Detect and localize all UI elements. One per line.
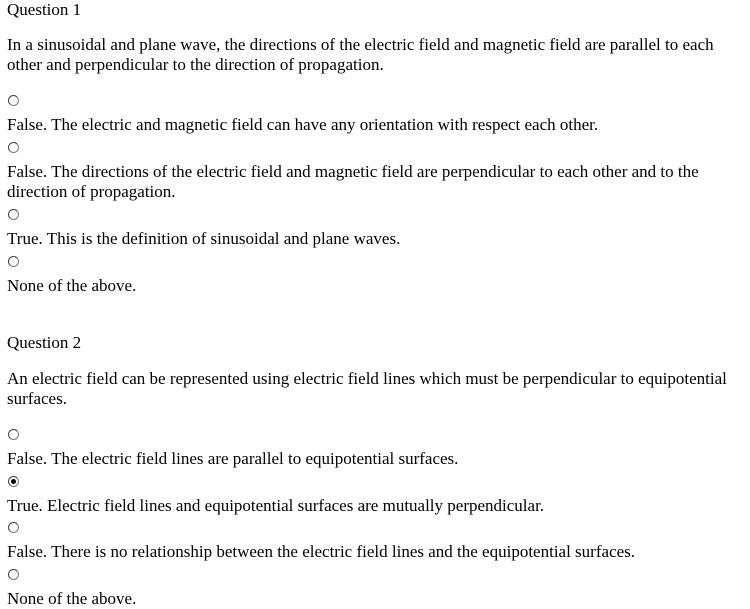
question-title: Question 1	[7, 0, 82, 19]
answer-label[interactable]: False. The electric and magnetic field can have any orientation with respect each other.	[7, 115, 599, 134]
radio-button[interactable]	[8, 95, 19, 106]
answer-label[interactable]: True. Electric field lines and equipotential surfaces are mutually perpendicular.	[7, 496, 545, 515]
radio-button[interactable]	[8, 142, 19, 153]
radio-button[interactable]	[8, 209, 19, 220]
answer-label[interactable]: False. The electric field lines are parallel to equipotential surfaces.	[7, 449, 459, 468]
radio-button[interactable]	[8, 256, 19, 267]
question-title: Question 2	[7, 333, 82, 352]
question-text: In a sinusoidal and plane wave, the directions of the electric field and magnetic field are parallel to each other and perpendicular to the direction of propagation.	[7, 35, 714, 74]
question-text: An electric field can be represented using electric field lines which must be perpendicular to equipotential surfaces.	[7, 369, 727, 408]
answer-label[interactable]: None of the above.	[7, 276, 137, 295]
radio-button[interactable]	[8, 569, 19, 580]
radio-button[interactable]	[8, 476, 19, 487]
radio-button[interactable]	[8, 522, 19, 533]
answer-label[interactable]: None of the above.	[7, 589, 137, 608]
radio-button[interactable]	[8, 429, 19, 440]
answer-label[interactable]: False. There is no relationship between the electric field lines and the equipotential surfaces.	[7, 542, 635, 561]
answer-label[interactable]: False. The directions of the electric field and magnetic field are perpendicular to each other and to the direction of propagation.	[7, 162, 699, 201]
answer-label[interactable]: True. This is the definition of sinusoidal and plane waves.	[7, 229, 401, 248]
